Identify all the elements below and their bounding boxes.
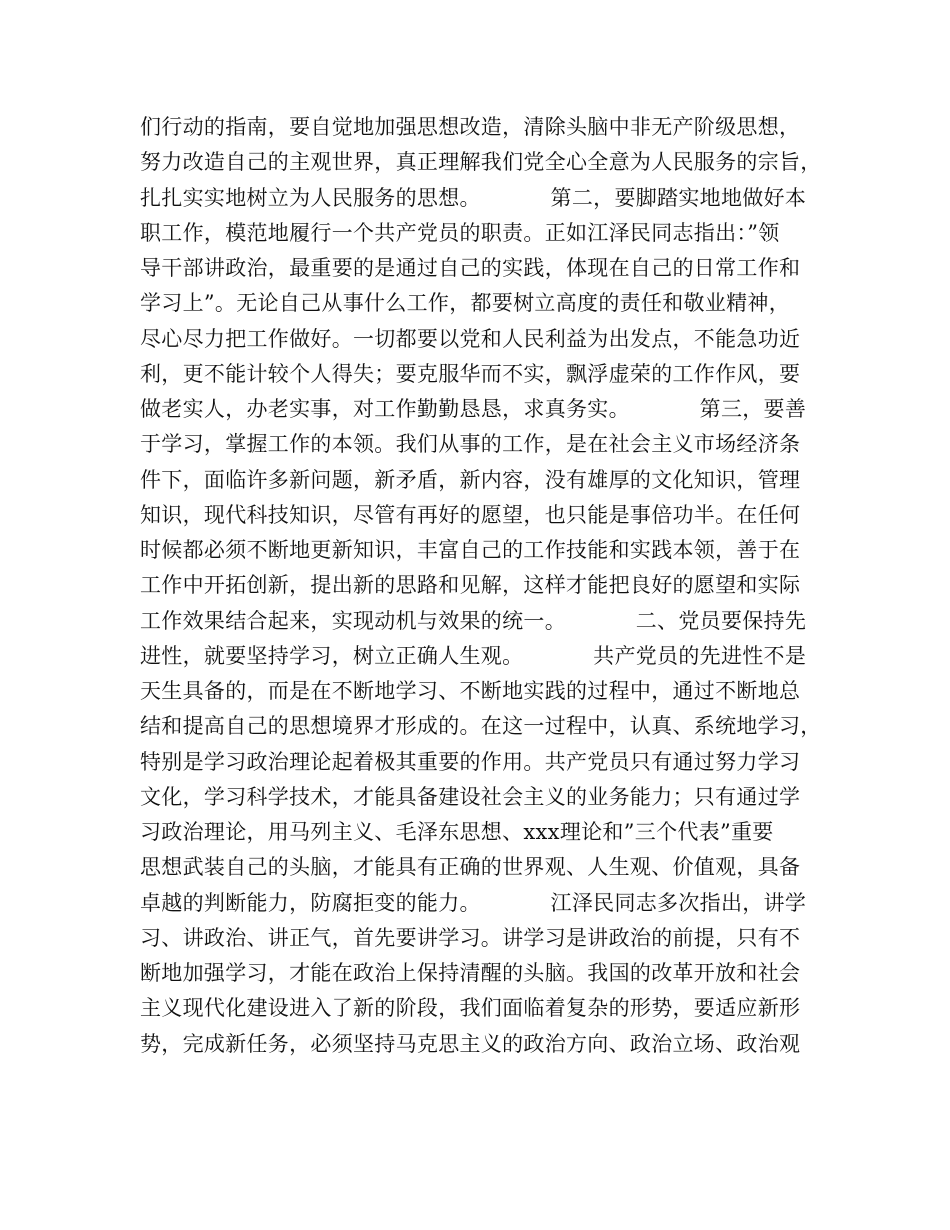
- text-line: 导干部讲政治，最重要的是通过自己的实践，体现在自己的日常工作和: [140, 256, 801, 280]
- text-line: 扎扎实实地树立为人民服务的思想。 第二，要脚踏实地地做好本: [140, 185, 807, 210]
- text-line: 断地加强学习，才能在政治上保持清醒的头脑。我国的改革开放和社会: [140, 961, 801, 985]
- text-line: 文化，学习科学技术，才能具备建设社会主义的业务能力；只有通过学: [140, 784, 801, 809]
- text-line: 特别是学习政治理论起着极其重要的作用。共产党员只有通过努力学习: [140, 749, 801, 774]
- text-line: 卓越的判断能力，防腐拒变的能力。 江泽民同志多次指出，讲学: [140, 890, 807, 915]
- text-line: 们行动的指南，要自觉地加强思想改造，清除头脑中非无产阶级思想，: [140, 115, 801, 139]
- text-line: 思想武装自己的头脑，才能具有正确的世界观、人生观、价值观，具备: [140, 855, 801, 880]
- text-line: 职工作，模范地履行一个共产党员的职责。正如江泽民同志指出：”领: [140, 220, 780, 245]
- body-text: [140, 110, 830, 1062]
- text-line: 势，完成新任务，必须坚持马克思主义的政治方向、政治立场、政治观: [140, 1031, 801, 1056]
- text-line: 习政治理论，用马列主义、毛泽东思想、xxx理论和”三个代表”重要: [140, 820, 774, 844]
- text-line: 工作效果结合起来，实现动机与效果的统一。 二、党员要保持先: [140, 608, 807, 633]
- text-line: 尽心尽力把工作做好。一切都要以党和人民利益为出发点，不能急功近: [140, 326, 801, 351]
- text-line: 利，更不能计较个人得失；要克服华而不实，飘浮虚荣的工作作风，要: [140, 361, 801, 386]
- text-line: 进性，就要坚持学习，树立正确人生观。 共产党员的先进性不是: [140, 643, 807, 668]
- text-line: 做老实人，办老实事，对工作勤勤恳恳，求真务实。 第三，要善: [140, 397, 807, 421]
- text-line: 天生具备的，而是在不断地学习、不断地实践的过程中，通过不断地总: [140, 679, 801, 703]
- text-line: 件下，面临许多新问题，新矛盾，新内容，没有雄厚的文化知识，管理: [140, 467, 801, 492]
- text-line: 工作中开拓创新，提出新的思路和见解，这样才能把良好的愿望和实际: [140, 573, 801, 598]
- text-line: 主义现代化建设进入了新的阶段，我们面临着复杂的形势，要适应新形: [140, 996, 801, 1021]
- text-line: 于学习，掌握工作的本领。我们从事的工作，是在社会主义市场经济条: [140, 432, 801, 457]
- text-line: 努力改造自己的主观世界，真正理解我们党全心全意为人民服务的宗旨，: [140, 150, 822, 175]
- text-line: 时候都必须不断地更新知识，丰富自己的工作技能和实践本领，善于在: [140, 538, 801, 562]
- text-line: 知识，现代科技知识，尽管有再好的愿望，也只能是事倍功半。在任何: [140, 502, 801, 527]
- text-line: 学习上”。无论自己从事什么工作，都要树立高度的责任和敬业精神，: [140, 291, 791, 316]
- text-line: 结和提高自己的思想境界才形成的。在这一过程中，认真、系统地学习，: [140, 714, 822, 739]
- text-line: 习、讲政治、讲正气，首先要讲学习。讲学习是讲政治的前提，只有不: [140, 925, 801, 950]
